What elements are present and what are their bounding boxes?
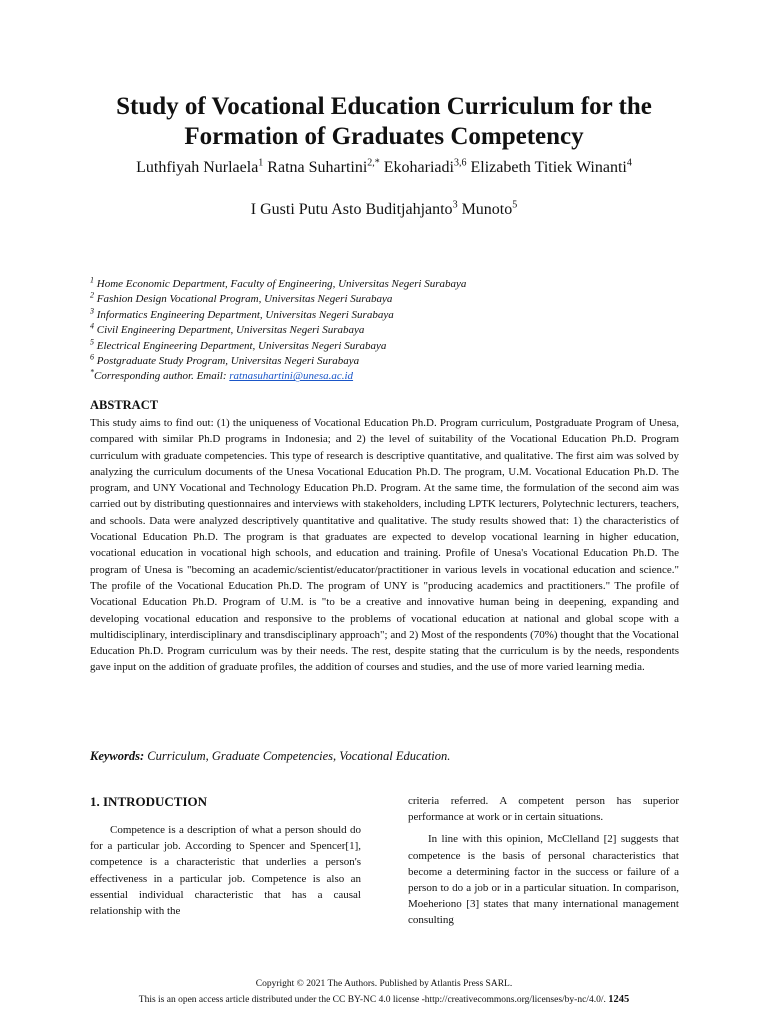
intro-paragraph: In line with this opinion, McClelland [2] suggests that competence is the basis of personal characteristics that become a determining factor in the success or failure of a person to do a job or in a particular situation. In comparison, Moeheriono [3] states that many international management consulting [408,833,679,927]
affiliation-mark: 2 [90,290,94,300]
page-number: 1245 [608,994,630,1005]
affiliation-item [90,277,690,292]
corresponding-author [90,369,690,384]
author-affiliation-mark: 3 [452,199,458,211]
affiliation-text: Fashion Design Vocational Program, Universitas Negeri Surabaya [96,293,393,306]
title-line-1: Study of Vocational Education Curriculum for the [116,93,652,120]
footer-license-line [20,993,748,1007]
author-name: Ratna Suhartini [267,159,368,176]
affiliation-item [90,323,690,338]
affiliation-mark: 6 [90,352,94,362]
affiliation-mark: 4 [90,321,94,331]
author-line-2 [20,200,748,220]
author-name: Elizabeth Titiek Winanti [470,159,627,176]
abstract-body: This study aims to find out: (1) the uniqueness of Vocational Education Ph.D. Program curriculum, Postgraduate Program of Unesa, compared with similar Ph.D programs in Indonesia; and 2) the level of suitability of the Vocational Education Ph.D. Program curriculum with graduate competencies. This type of research is descriptive quantitative, and qualitative. The first aim was solved by analyzing the curriculum documents of the Unesa Vocational Education Ph.D. The program, U.M. Vocational Education Ph.D. The program, and UNY Vocational and Technology Education Ph.D. Program. At the same time, the formulation of the second aim was carried out by distributing questionnaires and interviews with stakeholders, including LPTK lecturers, Polytechnic lecturers, teachers, and schools. Data were analyzed descriptively quantitative and qualitative. The study results showed that: 1) the characteristics of Vocational Education Ph.D. The program is that graduates are expected to develop vocational learning in higher education, vocational education in vocational high schools, and education and training. Profile of Unesa's Vocational Education Ph.D. The program of Unesa is "becoming an academic/scientist/educator/practitioner in various levels in vocational education and science." The profile of the Vocational Education Ph.D. The program of UNY is "producing academics and practitioners." The profile of Vocational Education Ph.D. Program of U.M. is "to be a creative and innovative human being in deepening, expanding and developing vocational education and responsive to the problems of vocational education at national and global scope with a multidisciplinary, interdisciplinary and transdisciplinary approach"; and 2) Most of the respondents (70%) thought that the Vocational Education Ph.D. Program curriculum was by their needs. The rest, despite stating that the curriculum is by the needs, respondents gave input on the addition of graduate profiles, the addition of courses and studies, and the use of more varied learning media. [90,417,679,674]
affiliation-text: Civil Engineering Department, Universitas Negeri Surabaya [96,324,365,337]
author-name: Ekohariadi [383,159,454,176]
affiliation-item [90,354,690,369]
author-affiliation-mark: 4 [626,157,632,169]
affiliation-text: Informatics Engineering Department, Universitas Negeri Surabaya [96,308,394,321]
affiliation-mark: 3 [90,306,94,316]
right-column [408,793,679,929]
keywords-value: Curriculum, Graduate Competencies, Vocational Education. [147,749,451,763]
affiliation-text: Electrical Engineering Department, Universitas Negeri Surabaya [96,339,387,352]
email-link[interactable]: ratnasuhartini@unesa.ac.id [229,370,354,383]
paper-title [60,92,708,152]
intro-paragraph-continued: criteria referred. A competent person has superior performance at work or in certain situations. [408,795,679,824]
author-affiliation-mark: 2,* [367,157,380,169]
footer-copyright: Copyright © 2021 The Authors. Published by Atlantis Press SARL. [255,979,513,989]
author-affiliation-mark: 5 [512,199,518,211]
corresponding-mark: * [90,367,94,377]
affiliation-item [90,308,690,323]
footer-license: This is an open access article distributed under the CC BY-NC 4.0 license -http://creativecommons.org/licenses/by-nc/4.0/. [138,995,606,1005]
abstract-heading: ABSTRACT [90,398,159,412]
corresponding-label: Corresponding author. Email: [94,370,230,383]
author-name: I Gusti Putu Asto Buditjahjanto [250,201,453,218]
author-name: Luthfiyah Nurlaela [136,159,259,176]
affiliations-list [90,277,690,385]
keywords [90,749,690,764]
author-name: Munoto [461,201,513,218]
affiliation-mark: 5 [90,336,94,346]
affiliation-mark: 1 [90,275,94,285]
affiliation-text: Postgraduate Study Program, Universitas Negeri Surabaya [96,355,360,368]
affiliation-item [90,336,690,354]
section-heading-introduction: 1. INTRODUCTION [90,794,208,809]
intro-paragraph: Competence is a description of what a person should do for a particular job. According to Spencer and Spencer[1], competence is a characteristic that underlies a person's effectiveness in a particular job. Competence is also an essential individual characteristic that has a causal relationship with the [90,824,361,918]
keywords-label: Keywords: [90,749,145,763]
title-line-2: Formation of Graduates Competency [184,123,584,150]
affiliation-item [90,292,690,307]
affiliation-text: Home Economic Department, Faculty of Engineering, Universitas Negeri Surabaya [96,278,467,290]
left-column [90,822,361,919]
author-affiliation-mark: 3,6 [453,157,467,169]
author-line-1 [20,158,748,178]
author-affiliation-mark: 1 [258,157,264,169]
